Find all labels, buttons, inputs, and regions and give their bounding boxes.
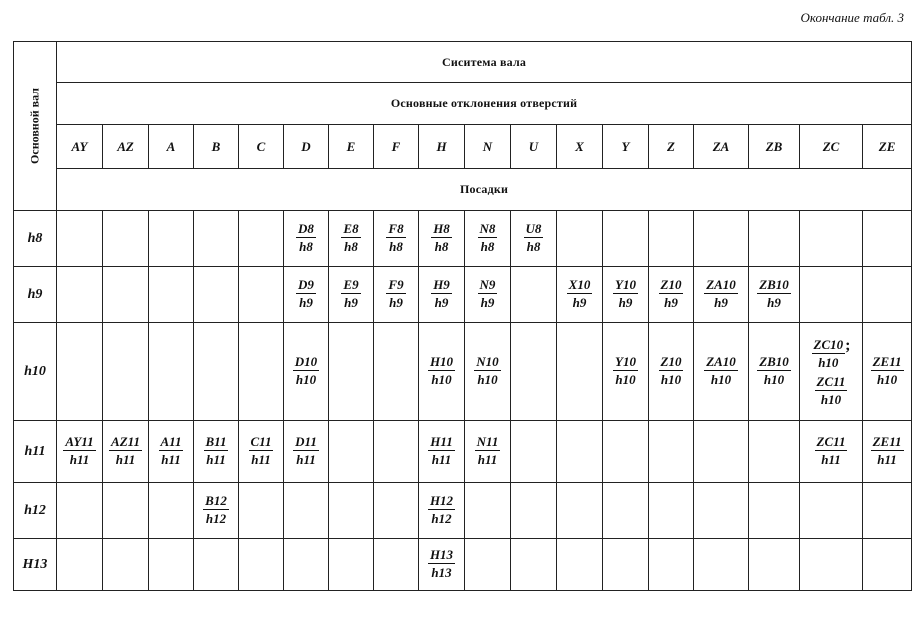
fit-cell [649,211,694,267]
fit-fraction [704,277,738,310]
fit-fraction [341,277,360,310]
fit-cell [419,483,465,539]
fit-cell [465,539,511,591]
fit-shaft: h10 [477,372,498,387]
fit-shaft: h8 [480,239,495,254]
fit-shaft: h11 [161,452,181,467]
fit-hole: D9 [298,277,314,292]
fit-cell [863,539,912,591]
row-label: h10 [14,323,57,421]
fit-hole: H11 [430,434,453,449]
fit-cell [800,211,863,267]
deviation-header-d: D [284,125,329,169]
fit-cell [57,267,103,323]
fit-cell [374,211,419,267]
fit-cell [603,211,649,267]
fit-fraction [757,277,791,310]
fit-cell [557,539,603,591]
fit-cell [749,483,800,539]
fit-shaft: h10 [763,372,785,387]
fit-cell [511,211,557,267]
fit-cell [694,267,749,323]
fit-hole: A11 [160,434,182,449]
fit-hole: AY11 [65,434,94,449]
fit-cell [103,539,149,591]
fit-hole: Y10 [615,354,636,369]
fit-cell [284,539,329,591]
fit-cell [649,323,694,421]
fit-cell [465,267,511,323]
fit-cell [511,421,557,483]
fit-shaft: h9 [572,295,587,310]
row-label: h9 [14,267,57,323]
deviation-header-za: ZA [694,125,749,169]
fit-cell [374,483,419,539]
fit-cell [374,323,419,421]
fit-shaft: h10 [615,372,636,387]
fit-cell [603,323,649,421]
fit-hole: H13 [429,547,454,562]
table-row [14,421,912,483]
fit-cell [103,267,149,323]
fit-fraction [428,354,455,387]
fit-hole: E9 [343,277,359,292]
fit-cell [239,323,284,421]
fit-cell [149,421,194,483]
fit-fraction [613,277,638,310]
fit-hole: ZB10 [759,354,789,369]
fit-hole: F8 [388,221,404,236]
fit-fraction [871,354,904,387]
fit-cell [603,483,649,539]
fit-fraction [475,434,501,467]
fit-hole: ZC11 [816,374,846,389]
fit-cell [603,539,649,591]
fit-fraction [659,277,684,310]
fit-hole: D8 [298,221,314,236]
fit-shaft: h10 [710,372,732,387]
fit-fraction [431,221,452,254]
row-label: H13 [14,539,57,591]
fit-cell [465,483,511,539]
fit-cell [194,211,239,267]
fit-cell [511,267,557,323]
fit-hole: H8 [433,221,450,236]
fit-hole: ZA10 [706,277,736,292]
fit-cell [419,539,465,591]
fit-hole: U8 [525,221,542,236]
deviation-header-n: N [465,125,511,169]
fit-cell [863,483,912,539]
fit-fraction [567,277,593,310]
fit-cell [57,211,103,267]
fit-fraction [659,354,684,387]
fit-cell [863,323,912,421]
fit-shaft: h11 [115,452,136,467]
fit-cell [103,211,149,267]
fit-cell [57,421,103,483]
fit-hole: ZC11 [816,434,846,449]
table-row [14,211,912,267]
fit-shaft: h12 [431,511,452,526]
fit-hole: H12 [429,493,454,508]
fit-cell [749,267,800,323]
fit-cell [103,421,149,483]
fit-cell [749,323,800,421]
fit-cell [284,323,329,421]
fit-fraction [204,434,229,467]
fit-cell [149,539,194,591]
fit-fraction [428,547,455,580]
deviation-header-ay: AY [57,125,103,169]
fit-hole: X10 [568,277,591,292]
fit-cell [194,483,239,539]
fit-shaft: h10 [295,372,317,387]
fit-cell [329,421,374,483]
fit-shaft: h9 [480,295,495,310]
fit-cell [239,211,284,267]
fit-fraction [524,221,544,254]
fit-cell [800,267,863,323]
fit-hole: F9 [388,277,404,292]
fit-shaft: h10 [876,372,898,387]
deviation-header-zc: ZC [800,125,863,169]
fit-cell [749,421,800,483]
fit-cell [419,323,465,421]
fit-cell [329,211,374,267]
system-header: Сиситема вала [57,42,912,83]
fit-shaft: h8 [389,239,403,254]
fit-cell [511,483,557,539]
fit-shaft: h11 [431,452,452,467]
fit-shaft: h11 [477,452,498,467]
fit-shaft: h10 [818,355,839,370]
fit-hole: ZA10 [706,354,736,369]
fit-fraction [815,374,848,407]
row-label: h8 [14,211,57,267]
fit-shaft: h10 [660,372,682,387]
fit-shaft: h10 [431,372,452,387]
fit-hole: N8 [479,221,496,236]
fit-cell [465,323,511,421]
fit-hole: H10 [429,354,454,369]
fit-shaft: h11 [296,452,316,467]
deviation-header-y: Y [603,125,649,169]
fit-cell [57,483,103,539]
fit-hole: ZE11 [872,434,902,449]
fit-cell [329,483,374,539]
fit-cell [649,421,694,483]
fit-hole: D11 [295,434,317,449]
fit-shaft: h9 [344,295,358,310]
fit-hole: B11 [205,434,227,449]
fit-cell [557,323,603,421]
deviation-header-f: F [374,125,419,169]
fit-cell [465,421,511,483]
fits-header: Посадки [57,169,912,211]
deviation-header-az: AZ [103,125,149,169]
fit-fraction [474,354,500,387]
fit-cell [239,483,284,539]
fit-cell [557,483,603,539]
fit-cell [419,211,465,267]
fit-cell [374,539,419,591]
fit-shaft: h11 [69,452,90,467]
fit-shaft: h12 [205,511,227,526]
fit-cell [603,421,649,483]
fit-cell [749,211,800,267]
fit-cell [149,211,194,267]
fit-cell [863,211,912,267]
fit-cell [149,323,194,421]
table-row [14,267,912,323]
deviation-header-e: E [329,125,374,169]
table-caption: Окончание табл. 3 [800,10,904,25]
fit-hole: ZB10 [759,277,789,292]
fit-hole: Z10 [660,354,682,369]
fit-fraction [386,277,405,310]
fit-cell [329,323,374,421]
deviation-header-x: X [557,125,603,169]
fit-cell [800,421,863,483]
fit-cell [194,421,239,483]
fit-fraction [815,434,848,467]
table-row [14,483,912,539]
deviation-header-b: B [194,125,239,169]
fit-hole: C11 [250,434,272,449]
fit-cell [57,323,103,421]
fit-fraction [296,277,316,310]
fit-cell [284,483,329,539]
fit-cell [329,267,374,323]
fit-cell [465,211,511,267]
fit-hole: AZ11 [111,434,140,449]
fit-shaft: h11 [877,452,897,467]
fit-fraction [203,493,229,526]
row-label: h12 [14,483,57,539]
fit-cell [103,323,149,421]
fit-shaft: h9 [664,295,678,310]
fit-shaft: h8 [299,239,313,254]
fit-hole: Y10 [615,277,636,292]
fit-shaft: h8 [526,239,541,254]
fit-cell [194,267,239,323]
fit-fraction [109,434,142,467]
fit-shaft: h9 [618,295,633,310]
fit-fraction [249,434,274,467]
fit-fraction [478,277,498,310]
fit-fraction [812,337,846,370]
fit-cell [749,539,800,591]
fit-shaft: h9 [714,295,728,310]
fit-shaft: h8 [344,239,358,254]
fit-cell [800,539,863,591]
fit-cell [649,539,694,591]
deviation-header-z: Z [649,125,694,169]
fit-shaft: h10 [820,392,842,407]
deviations-header: Основные отклонения отверстий [57,83,912,125]
fit-cell [284,211,329,267]
fit-cell [649,267,694,323]
fit-hole: Z10 [660,277,682,292]
fit-cell [863,421,912,483]
fit-cell [149,483,194,539]
fit-cell [557,211,603,267]
fit-fraction [871,434,904,467]
deviation-header-h: H [419,125,465,169]
fit-cell [863,267,912,323]
table-row [14,539,912,591]
fit-cell [419,421,465,483]
fit-cell [800,323,863,421]
table-row [14,323,912,421]
fit-cell [800,483,863,539]
fit-fraction [386,221,405,254]
deviation-header-zb: ZB [749,125,800,169]
fit-cell [284,421,329,483]
fit-hole: E8 [343,221,359,236]
fit-shaft: h9 [389,295,403,310]
fit-cell [419,267,465,323]
fit-cell [239,421,284,483]
fit-fraction [159,434,184,467]
fit-hole: ZE11 [872,354,902,369]
fit-cell [239,267,284,323]
deviation-header-u: U [511,125,557,169]
side-header-label: Основной вал [27,88,42,164]
fit-cell [284,267,329,323]
fit-cell [239,539,284,591]
fit-hole: N9 [479,277,496,292]
fit-cell [511,539,557,591]
fit-cell [511,323,557,421]
fit-cell [694,483,749,539]
fits-table [13,41,912,591]
row-label: h11 [14,421,57,483]
fit-hole: B12 [205,493,227,508]
fit-shaft: h11 [251,452,271,467]
fit-fraction [757,354,791,387]
fit-fraction [296,221,316,254]
fit-hole: ZC10 [813,337,844,352]
fit-cell [149,267,194,323]
fit-cell [103,483,149,539]
fit-hole: N11 [476,434,499,449]
fit-cell [329,539,374,591]
fit-shaft: h9 [299,295,313,310]
deviation-header-c: C [239,125,284,169]
fit-shaft: h11 [821,452,841,467]
fit-shaft: h9 [767,295,781,310]
fit-cell [194,539,239,591]
deviation-header-a: A [149,125,194,169]
fit-cell [694,323,749,421]
fit-fraction [428,434,454,467]
fit-hole: N10 [476,354,499,369]
fit-shaft: h11 [206,452,226,467]
fit-hole: D10 [294,354,318,369]
fit-shaft: h13 [431,565,452,580]
fit-fraction [63,434,95,467]
fit-cell [603,267,649,323]
fit-cell [694,539,749,591]
fit-fraction [428,493,455,526]
fit-hole: H9 [433,277,450,292]
fit-fraction [293,434,319,467]
fit-fraction [704,354,738,387]
fit-cell [557,421,603,483]
fit-fraction [613,354,638,387]
fit-fraction [478,221,498,254]
fit-cell [374,421,419,483]
fit-cell [694,421,749,483]
fit-cell [557,267,603,323]
fit-fraction [341,221,360,254]
fit-cell [194,323,239,421]
fit-cell [694,211,749,267]
fit-fraction [293,354,319,387]
fit-fraction [431,277,452,310]
side-header [14,42,57,211]
fit-cell [374,267,419,323]
deviation-header-ze: ZE [863,125,912,169]
fit-shaft: h8 [434,239,449,254]
fit-shaft: h9 [434,295,449,310]
fit-cell [649,483,694,539]
fit-separator: ; [845,337,851,354]
fit-cell [57,539,103,591]
